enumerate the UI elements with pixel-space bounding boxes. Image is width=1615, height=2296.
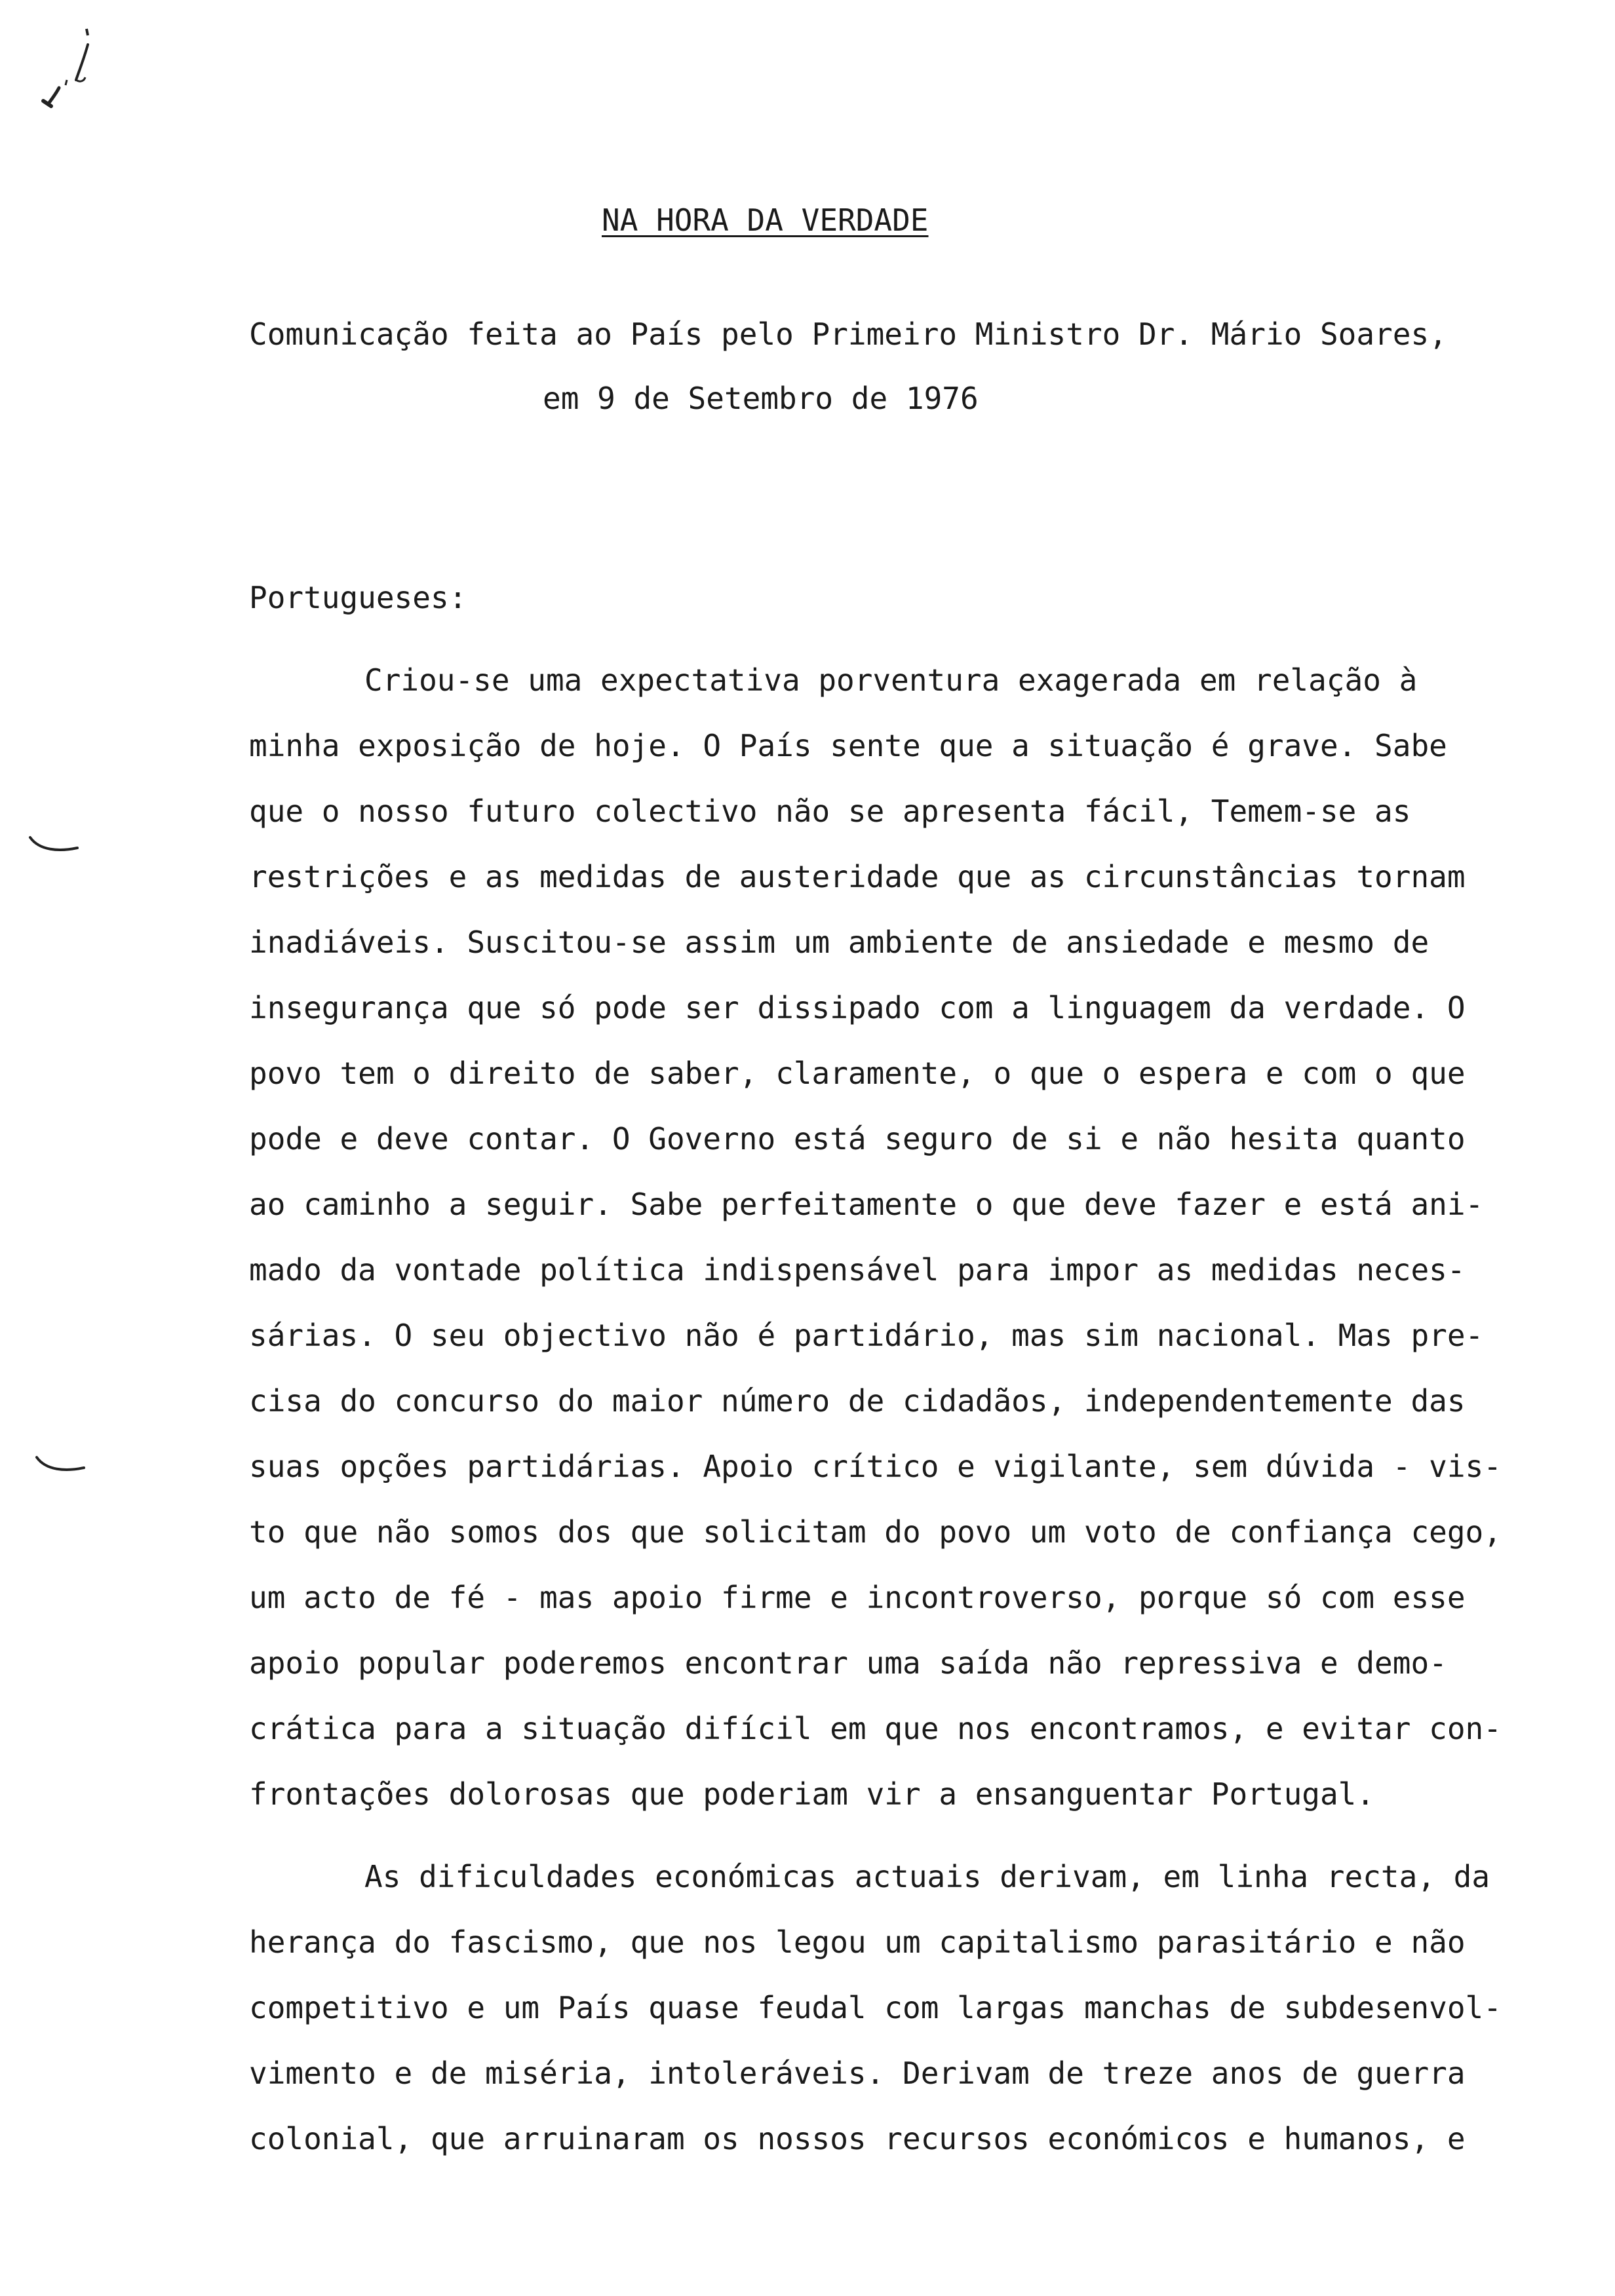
paragraph-line: vimento e de miséria, intoleráveis. Derivam de treze anos de guerra [249, 2056, 1466, 2091]
paragraph-line: que o nosso futuro colectivo não se apresenta fácil, Temem-se as [249, 794, 1411, 829]
salutation: Portugueses: [249, 580, 467, 615]
paragraph-line: insegurança que só pode ser dissipado com a linguagem da verdade. O [249, 990, 1466, 1025]
paragraph-line: sárias. O seu objectivo não é partidário, mas sim nacional. Mas pre- [249, 1318, 1484, 1353]
paragraph-line: povo tem o direito de saber, claramente, o que o espera e com o que [249, 1056, 1466, 1091]
paragraph-line: apoio popular poderemos encontrar uma saída não repressiva e demo- [249, 1645, 1447, 1681]
paragraph-line: um acto de fé - mas apoio firme e incontroverso, porque só com esse [249, 1580, 1466, 1615]
paragraph-line: minha exposição de hoje. O País sente que a situação é grave. Sabe [249, 728, 1447, 763]
margin-bracket-mark [26, 832, 85, 858]
paragraph-line: pode e deve contar. O Governo está seguro de si e não hesita quanto [249, 1121, 1466, 1157]
paragraph-line: colonial, que arruinaram os nossos recursos económicos e humanos, e [249, 2121, 1466, 2156]
document-subtitle-line-1: Comunicação feita ao País pelo Primeiro Ministro Dr. Mário Soares, [249, 316, 1447, 352]
paragraph-line: cisa do concurso do maior número de cidadãos, independentemente das [249, 1383, 1466, 1419]
paragraph-line: frontações dolorosas que poderiam vir a ensanguentar Portugal. [249, 1776, 1375, 1812]
paragraph-line: mado da vontade política indispensável para impor as medidas neces- [249, 1252, 1466, 1288]
paragraph-line: ao caminho a seguir. Sabe perfeitamente o que deve fazer e está ani- [249, 1187, 1484, 1222]
paragraph-line: inadiáveis. Suscitou-se assim um ambiente de ansiedade e mesmo de [249, 925, 1430, 960]
paragraph-line: to que não somos dos que solicitam do povo um voto de confiança cego, [249, 1514, 1502, 1550]
paragraph-line: suas opções partidárias. Apoio crítico e vigilante, sem dúvida - vis- [249, 1449, 1502, 1484]
document-subtitle-line-2: em 9 de Setembro de 1976 [543, 381, 979, 416]
paragraph-line: competitivo e um País quase feudal com largas manchas de subdesenvol- [249, 1990, 1502, 2025]
paragraph-line: herança do fascismo, que nos legou um capitalismo parasitário e não [249, 1924, 1466, 1960]
paragraph-line: As dificuldades económicas actuais derivam, em linha recta, da [364, 1859, 1490, 1894]
handwritten-mark [20, 20, 98, 124]
margin-bracket-mark [33, 1452, 92, 1478]
paragraph-line: Criou-se uma expectativa porventura exagerada em relação à [364, 662, 1418, 698]
document-title: NA HORA DA VERDADE [602, 202, 929, 238]
paragraph-line: restrições e as medidas de austeridade que as circunstâncias tornam [249, 859, 1466, 894]
paragraph-line: crática para a situação difícil em que nos encontramos, e evitar con- [249, 1711, 1502, 1746]
